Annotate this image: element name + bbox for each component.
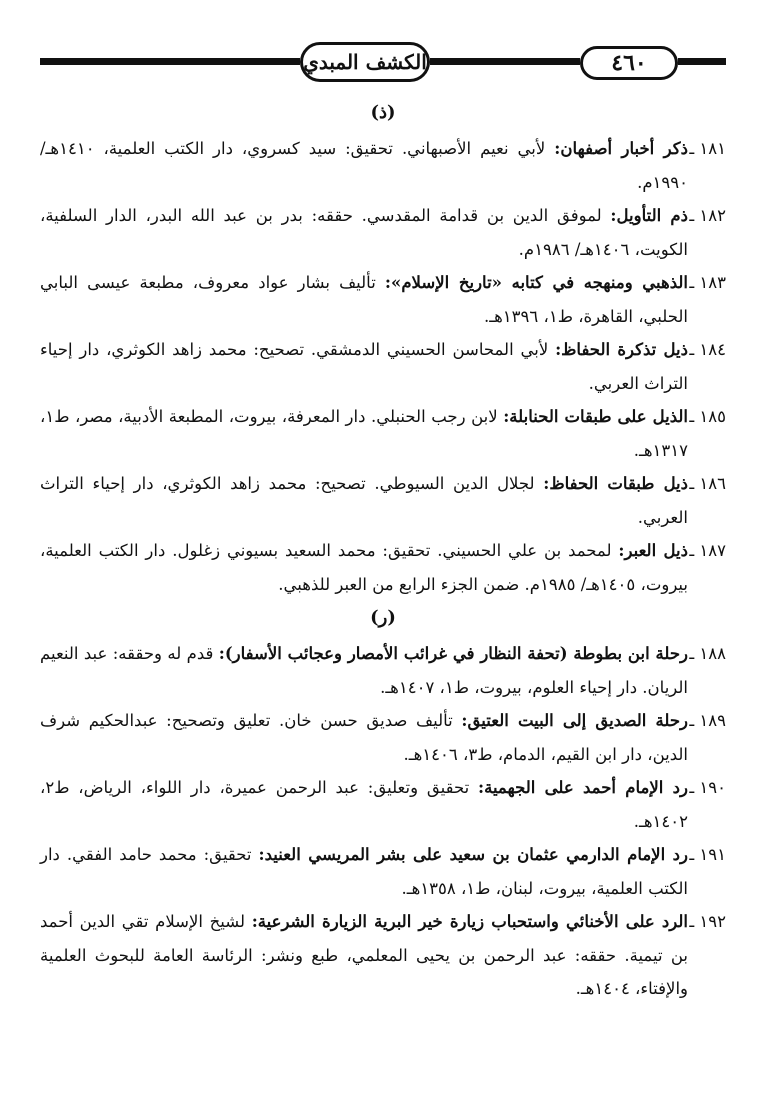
entry-text: تأليف صديق حسن خان. تعليق وتصحيح: عبدالحكيم شرف الدين، دار ابن القيم، الدمام، ط٣، ١٤٠٦هـ. (40, 711, 688, 764)
header-rule-left (40, 58, 300, 65)
entry-text: لأبي المحاسن الحسيني الدمشقي. تصحيح: محمد زاهد الكوثري، دار إحياء التراث العربي. (40, 340, 688, 393)
entry-title: رحلة الصديق إلى البيت العتيق: (461, 711, 688, 730)
bibliography-entry (40, 132, 726, 199)
entry-number: ١٨١ ـ (689, 139, 726, 158)
bibliography-entry (40, 333, 726, 400)
bibliography-entry (40, 838, 726, 905)
entry-number: ١٨٣ ـ (689, 273, 726, 292)
entry-title: رد الإمام الدارمي عثمان بن سعيد على بشر المريسي العنيد: (258, 845, 688, 864)
entry-title: ذيل العبر: (618, 541, 688, 560)
bibliography-entry (40, 905, 726, 1006)
section-dhal (40, 96, 726, 601)
entry-text: لمحمد بن علي الحسيني. تحقيق: محمد السعيد بسيوني زغلول. دار الكتب العلمية، بيروت، ١٤٠٥هـ/ ١٩٨٥م. ضمن الجزء الرابع من العبر للذهبي. (40, 541, 688, 594)
header-rule-right (678, 58, 726, 65)
entry-number: ١٩٢ ـ (689, 912, 726, 931)
page-header (40, 40, 726, 86)
entry-text: لأبي نعيم الأصبهاني. تحقيق: سيد كسروي، دار الكتب العلمية، ١٤١٠هـ/ ١٩٩٠م. (40, 139, 688, 192)
entry-number: ١٩٠ ـ (689, 778, 726, 797)
page-content (40, 96, 726, 1006)
entry-title: ذكر أخبار أصفهان: (554, 139, 688, 158)
bibliography-entry (40, 199, 726, 266)
running-title: الكشف المبدي (300, 42, 430, 82)
entry-title: الذيل على طبقات الحنابلة: (503, 407, 688, 426)
entry-title: ذيل تذكرة الحفاظ: (555, 340, 688, 359)
entry-title: ذم التأويل: (610, 206, 688, 225)
entry-title: الذهبي ومنهجه في كتابه «تاريخ الإسلام»: (384, 273, 689, 292)
bibliography-entry (40, 534, 726, 601)
entry-title: الرد على الأخنائي واستحباب زيارة خير البرية الزيارة الشرعية: (251, 912, 688, 931)
bibliography-entry (40, 771, 726, 838)
entry-text: تأليف بشار عواد معروف، مطبعة عيسى البابي الحلبي، القاهرة، ط١، ١٣٩٦هـ. (40, 273, 688, 326)
header-rule-middle (430, 58, 580, 65)
entry-number: ١٨٩ ـ (689, 711, 726, 730)
entry-text: لموفق الدين بن قدامة المقدسي. حققه: بدر بن عبد الله البدر، الدار السلفية، الكويت، ١٤٠٦هـ/ ١٩٨٦م. (40, 206, 688, 259)
section-ra (40, 601, 726, 1006)
section-heading: (ر) (370, 607, 396, 628)
entry-text: تحقيق وتعليق: عبد الرحمن عميرة، دار اللواء، الرياض، ط٢، ١٤٠٢هـ. (40, 778, 688, 831)
entry-title: رد الإمام أحمد على الجهمية: (478, 778, 688, 797)
bibliography-entry (40, 266, 726, 333)
bibliography-entry (40, 467, 726, 534)
entry-number: ١٩١ ـ (689, 845, 726, 864)
page-number: ٤٦٠ (580, 46, 678, 80)
entry-text: تحقيق: محمد حامد الفقي. دار الكتب العلمية، بيروت، لبنان، ط١، ١٣٥٨هـ. (40, 845, 688, 898)
bibliography-entry (40, 704, 726, 771)
entry-text: لابن رجب الحنبلي. دار المعرفة، بيروت، المطبعة الأدبية، مصر، ط١، ١٣١٧هـ. (40, 407, 688, 460)
entry-number: ١٨٢ ـ (689, 206, 726, 225)
entry-title: رحلة ابن بطوطة (تحفة النظار في غرائب الأمصار وعجائب الأسفار): (218, 644, 689, 663)
entry-number: ١٨٤ ـ (689, 340, 726, 359)
entry-number: ١٨٧ ـ (689, 541, 726, 560)
bibliography-entry (40, 400, 726, 467)
entry-text: لجلال الدين السيوطي. تصحيح: محمد زاهد الكوثري، دار إحياء التراث العربي. (40, 474, 688, 527)
entry-number: ١٨٥ ـ (689, 407, 726, 426)
entry-text: قدم له وحققه: عبد النعيم الريان. دار إحياء العلوم، بيروت، ط١، ١٤٠٧هـ. (40, 644, 688, 697)
entry-number: ١٨٦ ـ (689, 474, 726, 493)
section-heading: (ذ) (370, 102, 396, 123)
entry-number: ١٨٨ ـ (689, 644, 726, 663)
entry-title: ذيل طبقات الحفاظ: (543, 474, 688, 493)
bibliography-entry (40, 637, 726, 704)
entry-text: لشيخ الإسلام تقي الدين أحمد بن تيمية. حققه: عبد الرحمن بن يحيى المعلمي، طبع ونشر: الرئاسة العامة للبحوث العلمية والإفتاء، ١٤٠٤هـ. (40, 912, 688, 998)
